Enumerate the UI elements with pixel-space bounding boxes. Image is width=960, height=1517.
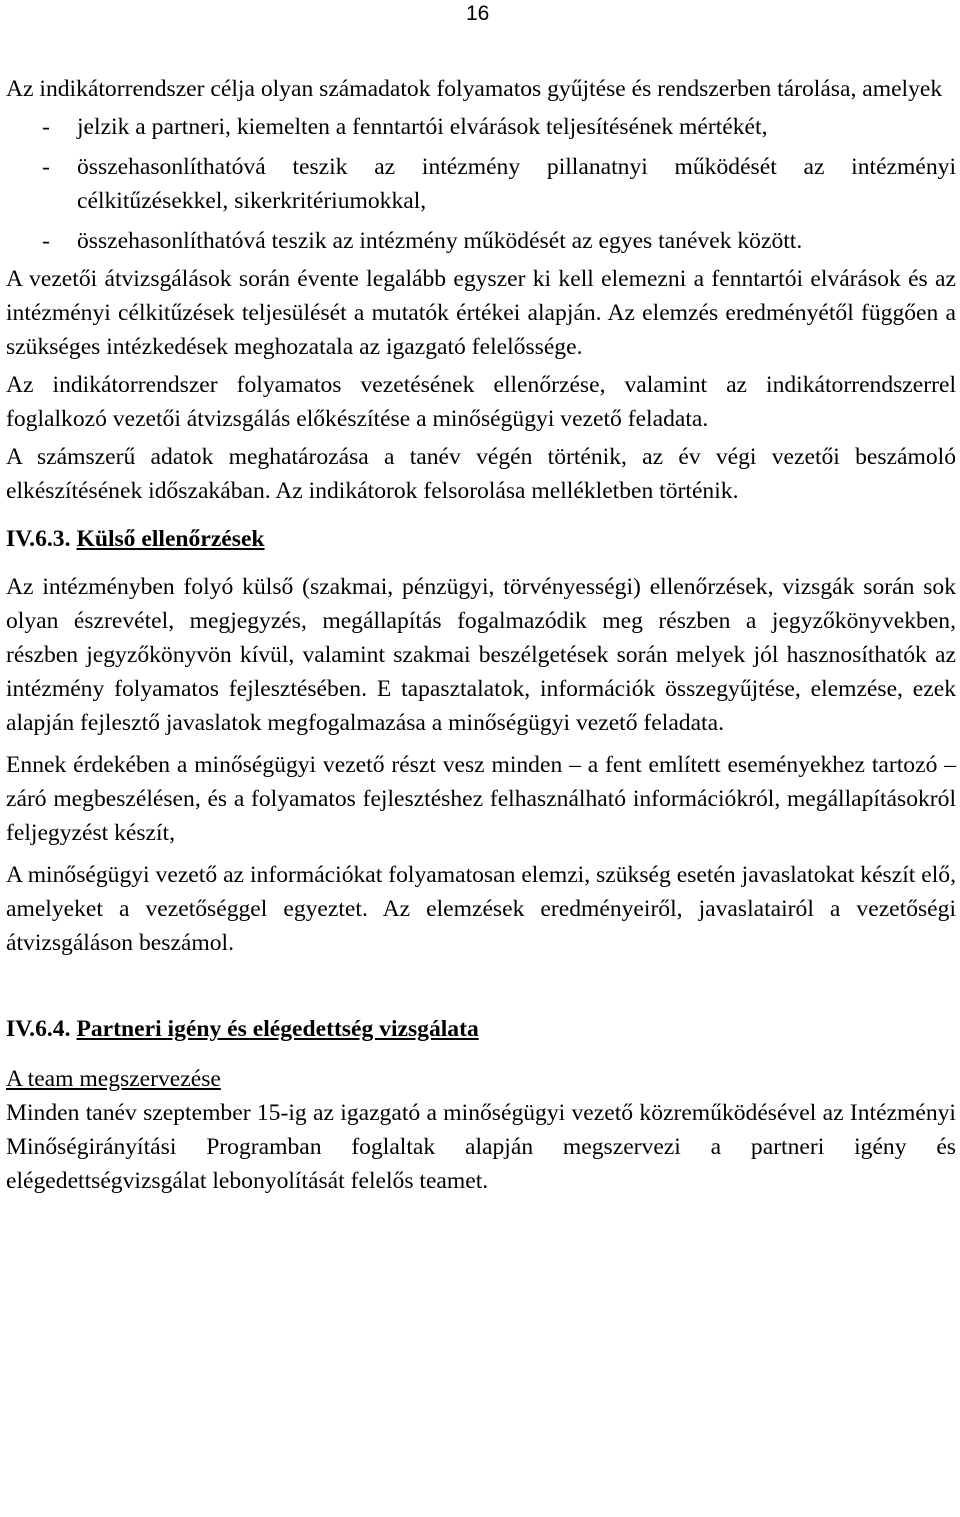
intro-paragraph: Az indikátorrendszer célja olyan számadatok folyamatos gyűjtése és rendszerben tárolása, amelyek bbox=[6, 76, 943, 102]
paragraph: A vezetői átvizsgálások során évente legalább egyszer ki kell elemezni a fenntartói elvárások és az intézményi célkitűzések teljesülését a mutatók értékei alapján. Az elemzés eredményétől függően a szükséges intézkedések meghozatala az igazgató felelőssége. bbox=[6, 266, 956, 360]
paragraph: Ennek érdekében a minőségügyi vezető részt vesz minden – a fent említett eseményekhez tartozó – záró megbeszélésen, és a folyamatos fejlesztéshez felhasználható információkról, megállapításokról feljegyzést készít, bbox=[6, 752, 956, 846]
dash-bullet: - bbox=[42, 154, 50, 180]
section-heading-ivf64 bbox=[6, 1012, 956, 1046]
dash-bullet: - bbox=[42, 114, 50, 140]
section-title: Partneri igény és elégedettség vizsgálata bbox=[76, 1016, 479, 1042]
section-heading-ivf63 bbox=[6, 522, 956, 556]
document-body bbox=[6, 72, 956, 1198]
list-item bbox=[6, 110, 956, 144]
paragraph: A minőségügyi vezető az információkat folyamatosan elemzi, szükség esetén javaslatokat készít elő, amelyeket a vezetőséggel egyeztet. Az elemzések eredményeiről, javaslatairól a vezetőségi átvizsgáláson beszámol. bbox=[6, 862, 956, 956]
paragraph: Az intézményben folyó külső (szakmai, pénzügyi, törvényességi) ellenőrzések, vizsgák során sok olyan észrevétel, megjegyzés, megállapítás fogalmazódik meg részben a jegyzőkönyvekben, részben jegyzőkönyvön kívül, valamint szakmai beszélgetések során melyek jól hasznosíthatók az intézmény folyamatos fejlesztésében. E tapasztalatok, információk összegyűjtése, elemzése, ezek alapján fejlesztő javaslatok megfogalmazása a minőségügyi vezető feladata. bbox=[6, 574, 956, 736]
paragraph: Minden tanév szeptember 15-ig az igazgató a minőségügyi vezető közreműködésével az Intézményi Minőségirányítási Programban foglaltak alapján megszervezi a partneri igény és elégedettségvizsgálat lebonyolítását felelős teamet. bbox=[6, 1100, 956, 1194]
list-item-text: összehasonlíthatóvá teszik az intézmény pillanatnyi működését az intézményi célkitűzésekkel, sikerkritériumokkal, bbox=[77, 154, 956, 214]
paragraph: A számszerű adatok meghatározása a tanév végén történik, az év végi vezetői beszámoló elkészítésének időszakában. Az indikátorok felsorolása mellékletben történik. bbox=[6, 444, 956, 504]
section-number: IV.6.3. bbox=[6, 526, 71, 552]
list-item bbox=[6, 150, 956, 218]
paragraph: Az indikátorrendszer folyamatos vezetésének ellenőrzése, valamint az indikátorrendszerrel foglalkozó vezetői átvizsgálás előkészítése a minőségügyi vezető feladata. bbox=[6, 372, 956, 432]
subheading: A team megszervezése bbox=[6, 1066, 221, 1092]
section-title: Külső ellenőrzések bbox=[76, 526, 265, 552]
list-item-text: összehasonlíthatóvá teszik az intézmény működését az egyes tanévek között. bbox=[77, 228, 803, 254]
list-item bbox=[6, 224, 956, 258]
section-number: IV.6.4. bbox=[6, 1016, 71, 1042]
indicator-purpose-list bbox=[6, 110, 956, 258]
page-number: 16 bbox=[466, 2, 490, 25]
dash-bullet: - bbox=[42, 228, 50, 254]
list-item-text: jelzik a partneri, kiemelten a fenntartói elvárások teljesítésének mértékét, bbox=[77, 114, 768, 140]
